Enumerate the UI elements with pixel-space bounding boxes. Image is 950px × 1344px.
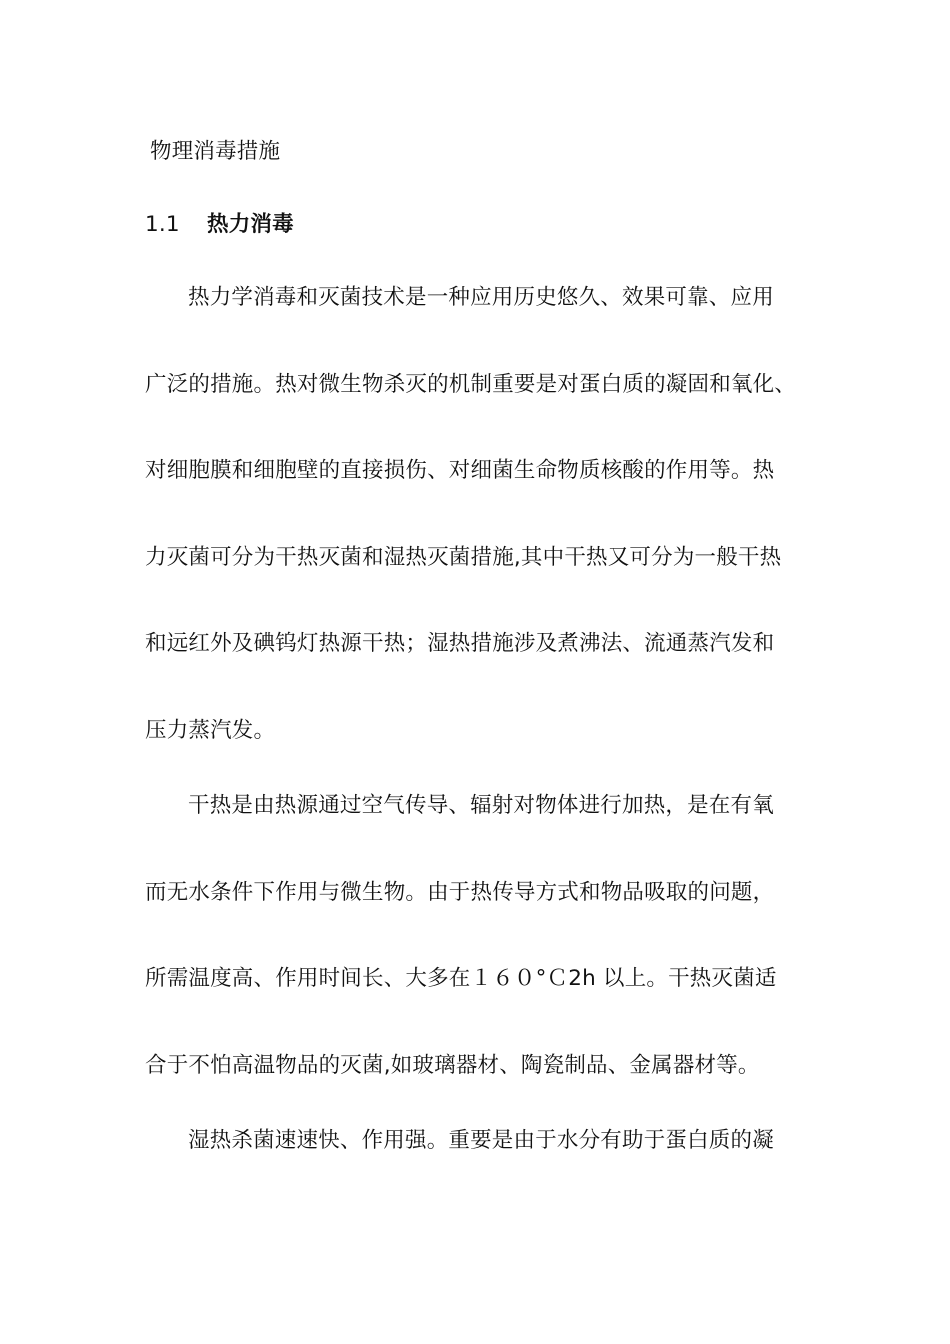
paragraph-line: 所需温度高、作用时间长、大多在１６０°Ｃ2h 以上。干热灭菌适 bbox=[145, 966, 777, 991]
section-heading bbox=[145, 211, 294, 239]
paragraph-line: 热力学消毒和灭菌技术是一种应用历史悠久、效果可靠、应用 bbox=[188, 285, 774, 310]
paragraph-line: 对细胞膜和细胞壁的直接损伤、对细菌生命物质核酸的作用等。热 bbox=[145, 458, 775, 483]
paragraph-line: 湿热杀菌速速快、作用强。重要是由于水分有助于蛋白质的凝 bbox=[188, 1128, 774, 1153]
section-number: 1.1 bbox=[145, 212, 180, 237]
document-title: 物理消毒措施 bbox=[150, 139, 281, 164]
paragraph-line: 和远红外及碘钨灯热源干热；湿热措施涉及煮沸法、流通蒸汽发和 bbox=[145, 631, 775, 656]
paragraph-line: 力灭菌可分为干热灭菌和湿热灭菌措施,其中干热又可分为一般干热 bbox=[145, 545, 782, 570]
paragraph-line: 合于不怕高温物品的灭菌,如玻璃器材、陶瓷制品、金属器材等。 bbox=[145, 1053, 760, 1078]
section-title: 热力消毒 bbox=[207, 212, 294, 237]
paragraph-line: 广泛的措施。热对微生物杀灭的机制重要是对蛋白质的凝固和氧化、 bbox=[145, 372, 797, 397]
paragraph-line: 而无水条件下作用与微生物。由于热传导方式和物品吸取的问题， bbox=[145, 880, 775, 905]
paragraph-line: 压力蒸汽发。 bbox=[145, 718, 276, 743]
paragraph-line: 干热是由热源通过空气传导、辐射对物体进行加热，是在有氧 bbox=[188, 793, 774, 818]
